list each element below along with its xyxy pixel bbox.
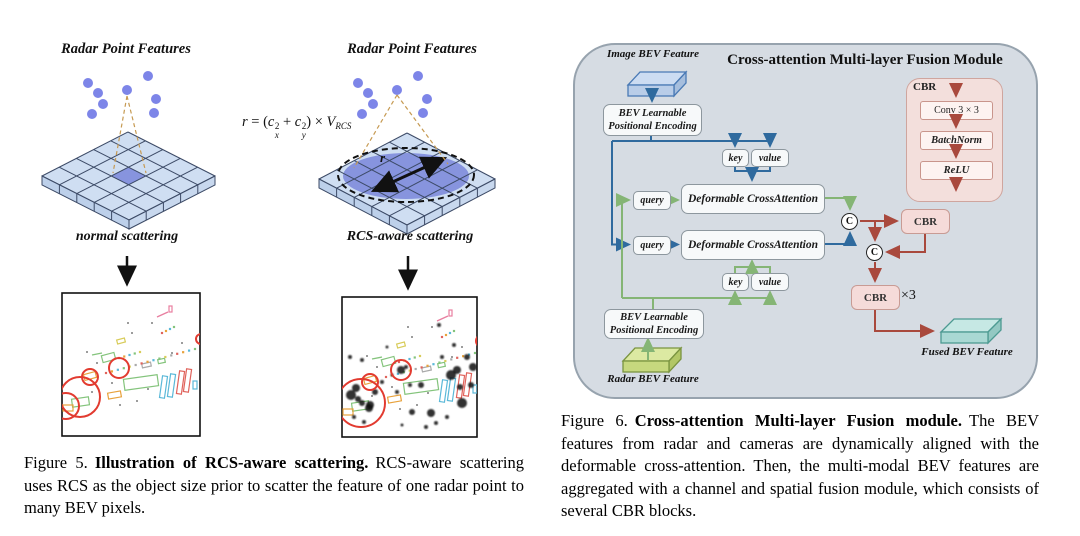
relu-block: ReLU xyxy=(920,161,993,180)
fig6-caption-text: The BEV features from radar and cameras are dynamically aligned with the deformable cross-attention. Then, the multi-modal BEV features are aggregated with a channel and spatial fusion module, which consists of several CBR blocks. xyxy=(561,411,1039,520)
deformable-cross-attention-2: Deformable CrossAttention xyxy=(681,230,825,260)
fused-bev-feature-label: Fused BEV Feature xyxy=(921,346,1013,358)
formula-eq: = ( xyxy=(247,114,268,130)
radar-point-dots xyxy=(83,71,432,119)
value-box-radar: value xyxy=(751,273,789,291)
deformable-cross-attention-1: Deformable CrossAttention xyxy=(681,184,825,214)
query-box-2: query xyxy=(633,236,671,255)
down-arrows xyxy=(127,256,408,287)
formula-plus: + xyxy=(279,114,295,130)
bev-grid-right xyxy=(319,133,495,234)
fig6-caption-bold: Cross-attention Multi-layer Fusion module. xyxy=(634,411,962,430)
concat-node-2: C xyxy=(866,244,883,261)
formula-v: V xyxy=(326,114,336,130)
fig5-caption-number: Figure 5. xyxy=(24,453,88,472)
fig6-caption xyxy=(561,410,1039,523)
fig5-left-title: Radar Point Features xyxy=(61,41,191,57)
concat-node-1: C xyxy=(841,213,858,230)
conv-block: Conv 3 × 3 xyxy=(920,101,993,120)
formula-c2: c xyxy=(294,114,302,130)
bev-scatter-image-rcs xyxy=(337,297,488,437)
cbr-block-1: CBR xyxy=(901,209,950,234)
times-3-label: ×3 xyxy=(901,288,916,303)
bev-grid-left xyxy=(42,132,215,229)
fig5-caption-bold: Illustration of RCS-aware scattering. xyxy=(94,453,369,472)
query-box-1: query xyxy=(633,191,671,210)
cbr-legend-title: CBR xyxy=(913,81,937,93)
fig5-right-title: Radar Point Features xyxy=(347,41,477,57)
radius-label: r xyxy=(380,150,386,165)
fig6-diagram-title: Cross-attention Multi-layer Fusion Module xyxy=(727,52,1003,68)
rcs-formula: r = (c 2 x + c 2 y ) × $V_{RCS}$ xyxy=(242,114,352,140)
rcs-scattering-label: RCS-aware scattering xyxy=(346,229,474,244)
formula-lhs: r xyxy=(242,114,248,130)
cbr-block-2: CBR xyxy=(851,285,900,310)
bev-pos-encoding-radar: BEV Learnable Positional Encoding xyxy=(604,309,704,339)
key-box-radar: key xyxy=(722,273,749,291)
key-box-image: key xyxy=(722,149,749,167)
fig5-caption xyxy=(24,452,524,520)
formula-vsub: RCS xyxy=(335,121,352,131)
formula-c1: c xyxy=(267,114,275,130)
fig6-caption-number: Figure 6. xyxy=(561,411,628,430)
radar-bev-feature-label: Radar BEV Feature xyxy=(607,373,699,385)
batchnorm-block: BatchNorm xyxy=(920,131,993,150)
bev-scatter-image-normal xyxy=(53,293,206,436)
formula-close: ) × xyxy=(306,114,327,130)
normal-scattering-label: normal scattering xyxy=(75,229,179,244)
image-bev-feature-label: Image BEV Feature xyxy=(606,48,700,60)
bev-pos-encoding-image: BEV Learnable Positional Encoding xyxy=(603,104,702,136)
fig5-caption-text: RCS-aware scattering uses RCS as the object size prior to scatter the feature of one radar point to many BEV pixels. xyxy=(24,453,524,517)
value-box-image: value xyxy=(751,149,789,167)
